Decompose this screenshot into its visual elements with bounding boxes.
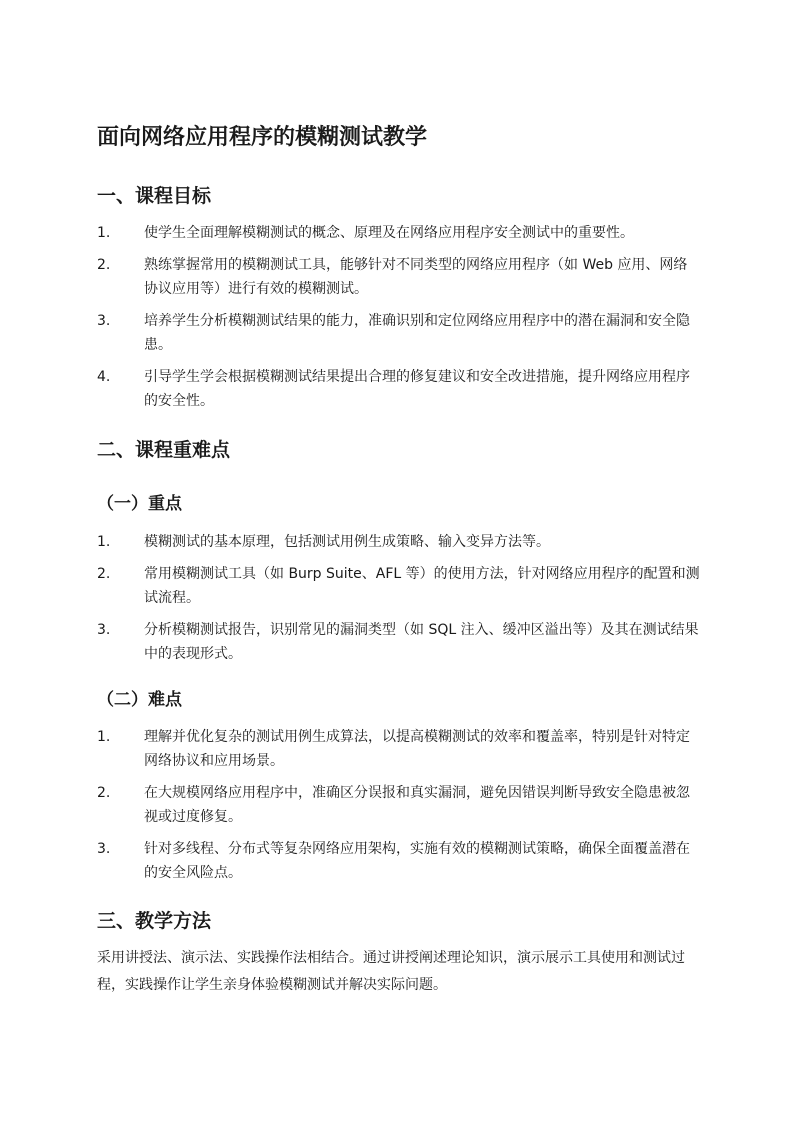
list-item-text: 在大规模网络应用程序中，准确区分误报和真实漏洞，避免因错误判断导致安全隐患被忽视或过度修复。 [144,785,690,825]
subsection-heading-key-points: （一）重点 [97,494,182,514]
list-item-number: 3. [97,622,111,638]
list-item [97,725,701,773]
list-item-text: 常用模糊测试工具（如 Burp Suite、AFL 等）的使用方法，针对网络应用程序的配置和测试流程。 [144,566,700,606]
list-item-text: 培养学生分析模糊测试结果的能力，准确识别和定位网络应用程序中的潜在漏洞和安全隐患。 [144,313,690,353]
section-heading-key-difficulties: 二、课程重难点 [97,439,231,461]
list-item-number: 3. [97,313,111,329]
list-item-number: 2. [97,566,111,582]
list-item-text: 理解并优化复杂的测试用例生成算法，以提高模糊测试的效率和覆盖率，特别是针对特定网络协议和应用场景。 [144,729,690,769]
section-heading-teaching-methods: 三、教学方法 [97,910,212,932]
list-item-text: 熟练掌握常用的模糊测试工具，能够针对不同类型的网络应用程序（如 Web 应用、网络协议应用等）进行有效的模糊测试。 [144,257,688,297]
list-item-text: 针对多线程、分布式等复杂网络应用架构，实施有效的模糊测试策略，确保全面覆盖潜在的安全风险点。 [144,841,690,881]
list-item-text: 引导学生学会根据模糊测试结果提出合理的修复建议和安全改进措施，提升网络应用程序的安全性。 [144,369,690,409]
key-points-list [97,530,701,666]
list-item [97,618,701,666]
list-item [97,365,701,413]
objectives-list [97,221,701,413]
list-item-number: 2. [97,785,111,801]
list-item-number: 2. [97,257,111,273]
list-item [97,562,701,610]
list-item-text: 使学生全面理解模糊测试的概念、原理及在网络应用程序安全测试中的重要性。 [144,225,634,241]
list-item-number: 1. [97,729,111,745]
list-item [97,253,701,301]
difficulties-list [97,725,701,885]
list-item [97,837,701,885]
list-item-number: 3. [97,841,111,857]
list-item-number: 1. [97,225,111,241]
teaching-methods-paragraph: 采用讲授法、演示法、实践操作法相结合。通过讲授阐述理论知识，演示展示工具使用和测试过程，实践操作让学生亲身体验模糊测试并解决实际问题。 [97,950,685,993]
list-item [97,309,701,357]
list-item-number: 1. [97,534,111,550]
list-item-text: 模糊测试的基本原理，包括测试用例生成策略、输入变异方法等。 [144,534,550,550]
list-item [97,530,701,554]
section-heading-course-objectives: 一、课程目标 [97,185,212,207]
list-item [97,781,701,829]
subsection-heading-difficulties: （二）难点 [97,690,182,710]
list-item [97,221,701,245]
list-item-text: 分析模糊测试报告，识别常见的漏洞类型（如 SQL 注入、缓冲区溢出等）及其在测试结果中的表现形式。 [144,622,699,662]
list-item-number: 4. [97,369,111,385]
document-title: 面向网络应用程序的模糊测试教学 [97,125,428,150]
